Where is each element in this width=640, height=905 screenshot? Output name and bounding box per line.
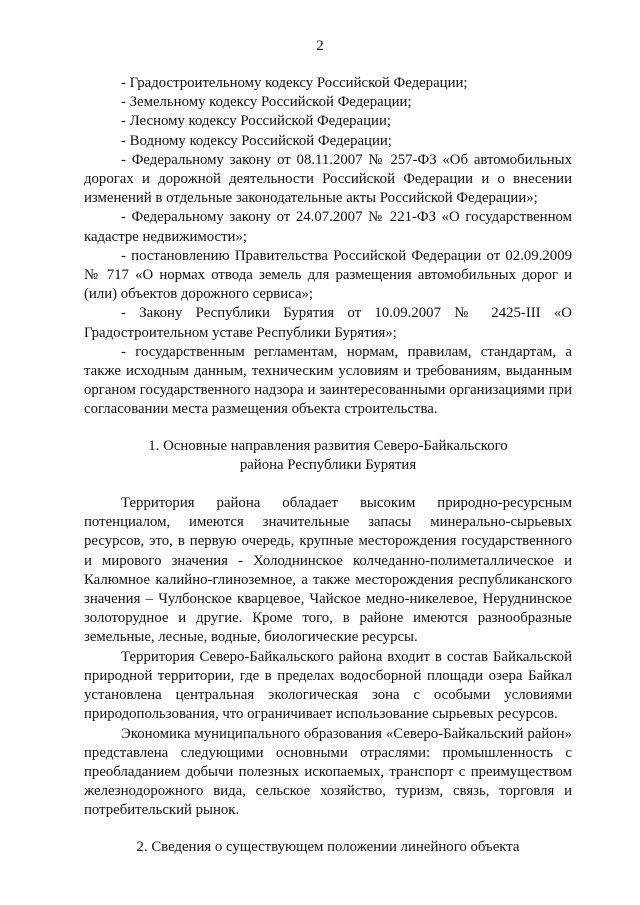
spacer — [84, 420, 572, 437]
section-1-paragraph: Территория Северо-Байкальского района входит в состав Байкальской природной территории, где в пределах водосборной площади озера Байкал установлена центральная экологическая зона с особыми условиями природопользования, что ограничивает использование сырьевых ресурсов. — [84, 648, 572, 723]
section-1-title-line-2: района Республики Бурятия — [239, 456, 417, 473]
list-item: - Федеральному закону от 24.07.2007 № 221-ФЗ «О государственном кадастре недвижимости»; — [84, 209, 572, 245]
spacer — [84, 821, 572, 838]
list-item: - государственным регламентам, нормам, правилам, стандартам, а также исходным данным, техническим условиям и требованиям, выданным органом государственного надзора и заинтересованными организациями при согласовании места размещения объекта строительства. — [84, 343, 572, 418]
list-item: - Лесному кодексу Российской Федерации; — [121, 113, 391, 130]
list-item: - постановлению Правительства Российской Федерации от 02.09.2009 № 717 «О нормах отвода земель для размещения автомобильных дорог и (или) объектов дорожного сервиса»; — [84, 247, 572, 303]
section-2-title: 2. Сведения о существующем положении линейного объекта — [136, 838, 520, 855]
section-1-paragraph: Экономика муниципального образования «Северо-Байкальский район» представлена следующими основными отраслями: промышленность с преобладанием добычи полезных ископаемых, транспорт с преимуществом железнодорожного вида, сельское хозяйство, туризм, связь, торговля и потребительский рынок. — [84, 725, 572, 819]
section-1-title-line-1: 1. Основные направления развития Северо-Байкальского — [148, 437, 508, 454]
section-2 — [84, 838, 572, 857]
list-item: - Земельному кодексу Российской Федерации; — [121, 94, 412, 111]
list-item: - Водному кодексу Российской Федерации; — [121, 132, 392, 149]
list-item: - Закону Республики Бурятия от 10.09.2007 № 2425-III «О Градостроительном уставе Республики Бурятия»; — [84, 305, 572, 341]
page-number: 2 — [316, 38, 324, 54]
spacer — [84, 475, 572, 494]
section-1 — [84, 437, 572, 821]
list-item: - Градостроительному кодексу Российской Федерации; — [121, 75, 468, 91]
list-item: - Федеральному закону от 08.11.2007 № 257-ФЗ «Об автомобильных дорогах и дорожной деятельности Российской Федерации и о внесении изменений в отдельные законодательные акты Российской Федерации»; — [84, 151, 572, 207]
section-1-paragraph: Территория района обладает высоким природно-ресурсным потенциалом, имеются значительные запасы минерально-сырьевых ресурсов, это, в первую очередь, крупные месторождения государственного и мирового значения - Холоднинское колчеданно-полиметаллическое и Калюмное калийно-глиноземное, а также месторождения республиканского значения – Чулбонское кварцевое, Чайское медно-никелевое, Неруднинское золоторудное и другие. Кроме того, в районе имеются разнообразные земельные, лесные, водные, биологические ресурсы. — [84, 495, 572, 646]
document-body — [84, 74, 572, 857]
legislation-list — [84, 74, 572, 420]
